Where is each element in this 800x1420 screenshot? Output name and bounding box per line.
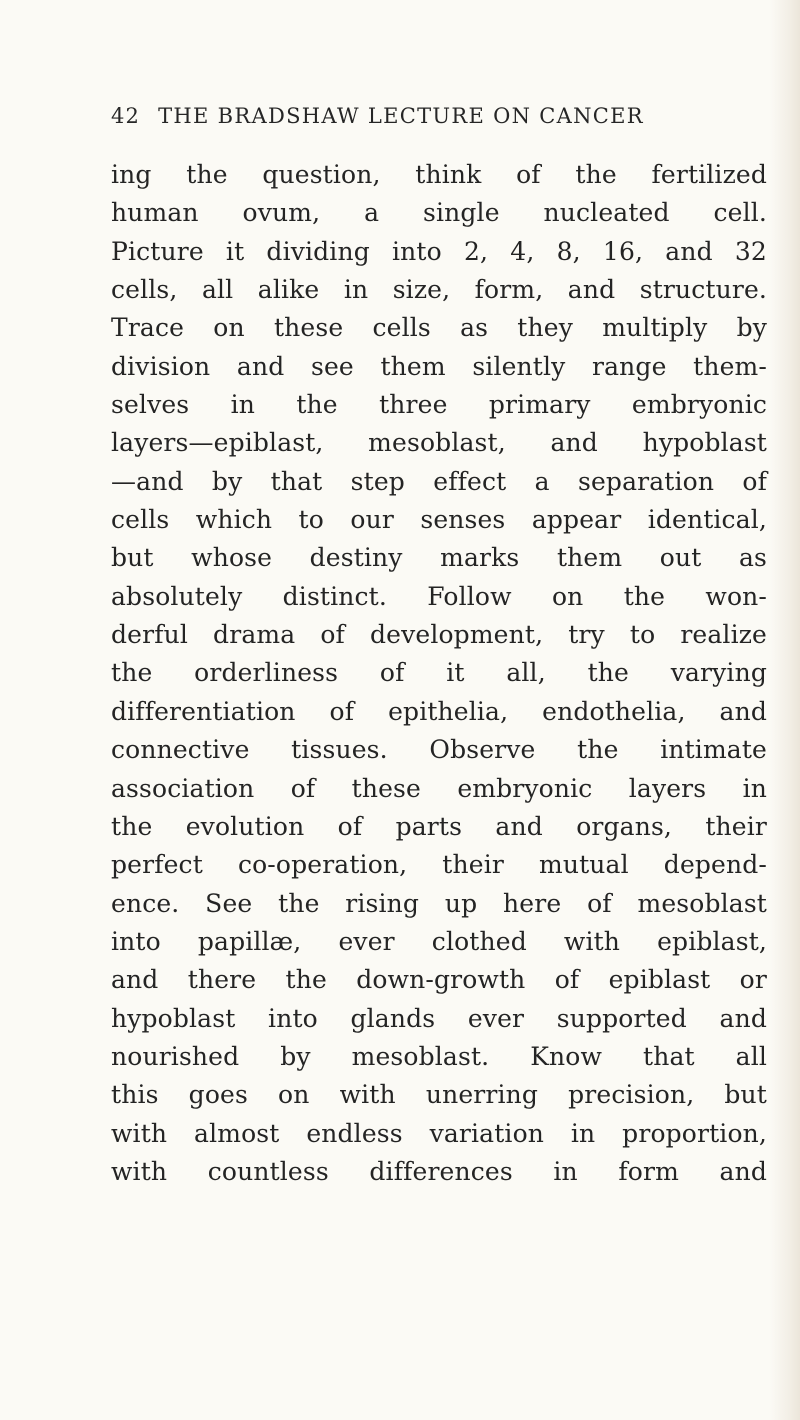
text-line-15: differentiation of epithelia, endothelia, and: [111, 696, 767, 726]
text-line-27: with countless differences in form and: [111, 1156, 767, 1186]
text-line-8: layers—epiblast, mesoblast, and hypoblast: [111, 428, 767, 458]
text-line-4: cells, all alike in size, form, and structure.: [111, 275, 767, 305]
text-line-25: this goes on with unerring precision, but: [111, 1080, 767, 1110]
text-line-10: cells which to our senses appear identical,: [111, 505, 767, 535]
text-line-12: absolutely distinct. Follow on the won-: [111, 581, 767, 611]
text-line-2: human ovum, a single nucleated cell.: [111, 198, 767, 228]
text-line-16: connective tissues. Observe the intimate: [111, 735, 767, 765]
text-line-9: —and by that step effect a separation of: [111, 466, 767, 496]
text-line-20: ence. See the rising up here of mesoblast: [111, 888, 767, 918]
body-text: [111, 156, 767, 1191]
text-line-19: perfect co-operation, their mutual depend-: [111, 850, 767, 880]
text-line-22: and there the down-growth of epiblast or: [111, 965, 767, 995]
text-line-1: ing the question, think of the fertilized: [111, 160, 767, 189]
text-line-13: derful drama of development, try to realize: [111, 620, 767, 650]
text-line-21: into papillæ, ever clothed with epiblast,: [111, 926, 767, 956]
text-line-11: but whose destiny marks them out as: [111, 543, 767, 573]
text-line-5: Trace on these cells as they multiply by: [111, 313, 767, 343]
text-line-7: selves in the three primary embryonic: [111, 390, 767, 420]
text-line-17: association of these embryonic layers in: [111, 773, 767, 803]
text-line-23: hypoblast into glands ever supported and: [111, 1003, 767, 1033]
text-line-14: the orderliness of it all, the varying: [111, 658, 767, 688]
running-title: THE BRADSHAW LECTURE ON CANCER: [158, 104, 644, 128]
text-line-26: with almost endless variation in proportion,: [111, 1118, 767, 1148]
page-number: 42: [111, 104, 141, 128]
text-line-6: division and see them silently range them-: [111, 351, 767, 381]
text-line-24: nourished by mesoblast. Know that all: [111, 1041, 767, 1071]
text-line-18: the evolution of parts and organs, their: [111, 811, 767, 841]
running-header: [111, 104, 644, 138]
text-line-3: Picture it dividing into 2, 4, 8, 16, and 32: [111, 236, 767, 266]
